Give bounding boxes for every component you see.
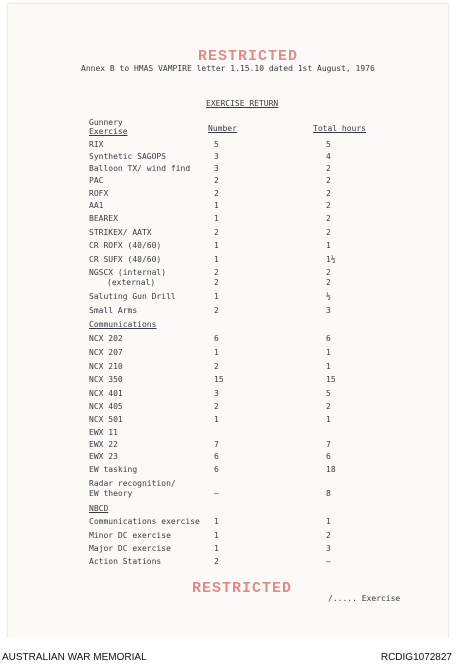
- exercise-label: NCX 210: [89, 362, 123, 371]
- exercise-label: RIX: [89, 140, 104, 149]
- table-row: [8, 228, 448, 240]
- exercise-label: EWX 23: [89, 452, 118, 461]
- table-row: [8, 241, 448, 253]
- exercise-label: Radar recognition/: [89, 479, 176, 488]
- exercise-label: NCX 350: [89, 375, 123, 384]
- exercise-number: 2: [214, 402, 219, 411]
- exercise-hours: 8: [326, 489, 331, 498]
- table-row: [8, 278, 448, 290]
- exercise-hours: 7: [326, 440, 331, 449]
- archive-footer: [0, 638, 458, 666]
- exercise-number: 1: [214, 415, 219, 424]
- exercise-number: 3: [214, 164, 219, 173]
- exercise-label: EWX 11: [89, 428, 118, 437]
- exercise-hours: 2: [326, 278, 331, 287]
- column-header-number: Number: [208, 124, 237, 133]
- archive-name: AUSTRALIAN WAR MEMORIAL: [2, 652, 147, 663]
- exercise-hours: 2: [326, 176, 331, 185]
- table-row: [8, 389, 448, 401]
- page-title: EXERCISE RETURN: [206, 99, 279, 108]
- exercise-hours: 2: [326, 201, 331, 210]
- exercise-hours: 3: [326, 306, 331, 315]
- exercise-hours: 15: [326, 375, 336, 384]
- exercise-hours: 5: [326, 140, 331, 149]
- exercise-number: 1: [214, 531, 219, 540]
- exercise-hours: 4: [326, 152, 331, 161]
- table-row: [8, 402, 448, 414]
- exercise-label: STRIKEX/ AATX: [89, 228, 152, 237]
- exercise-hours: 1: [326, 362, 331, 371]
- table-row: [8, 334, 448, 346]
- restricted-stamp-top: RESTRICTED: [198, 48, 299, 65]
- table-row: [8, 375, 448, 387]
- exercise-hours: 2: [326, 189, 331, 198]
- table-row: [8, 489, 448, 501]
- table-row: [8, 348, 448, 360]
- exercise-label: NCX 501: [89, 415, 123, 424]
- exercise-label: (external): [107, 278, 156, 287]
- exercise-hours: 1: [326, 517, 331, 526]
- exercise-number: 2: [214, 306, 219, 315]
- exercise-hours: 3: [326, 544, 331, 553]
- exercise-label: AA1: [89, 201, 104, 210]
- table-row: [8, 362, 448, 374]
- table-row: [8, 152, 448, 164]
- table-row: [8, 428, 448, 440]
- exercise-label: EW tasking: [89, 465, 138, 474]
- exercise-number: 6: [214, 452, 219, 461]
- table-row: [8, 306, 448, 318]
- exercise-hours: 2: [326, 214, 331, 223]
- exercise-label: NCX 202: [89, 334, 123, 343]
- table-row: [8, 292, 448, 304]
- exercise-number: 2: [214, 557, 219, 566]
- exercise-label: PAC: [89, 176, 104, 185]
- exercise-number: 2: [214, 176, 219, 185]
- exercise-label: Action Stations: [89, 557, 162, 566]
- table-row: [8, 176, 448, 188]
- table-row: [8, 214, 448, 226]
- exercise-label: CR ROFX (40/60): [89, 241, 162, 250]
- continuation-note: /..... Exercise: [328, 594, 401, 603]
- exercise-number: 5: [214, 140, 219, 149]
- exercise-number: 1: [214, 201, 219, 210]
- exercise-label: NCX 207: [89, 348, 123, 357]
- exercise-number: 2: [214, 268, 219, 277]
- table-row: [8, 164, 448, 176]
- exercise-label: EWX 22: [89, 440, 118, 449]
- column-header-gunnery: Gunnery: [89, 118, 123, 127]
- exercise-number: 15: [214, 375, 224, 384]
- table-row: [8, 517, 448, 529]
- exercise-number: 1: [214, 517, 219, 526]
- exercise-hours: 1: [326, 348, 331, 357]
- exercise-hours: 5: [326, 389, 331, 398]
- exercise-label: NCX 401: [89, 389, 123, 398]
- exercise-label: Small Arms: [89, 306, 138, 315]
- exercise-label: NGSCX (internal): [89, 268, 167, 277]
- exercise-hours: 2: [326, 531, 331, 540]
- exercise-label: EW theory: [89, 489, 133, 498]
- exercise-number: 1: [214, 544, 219, 553]
- exercise-hours: 6: [326, 334, 331, 343]
- exercise-hours: 18: [326, 465, 336, 474]
- table-row: [8, 320, 448, 332]
- table-row: [8, 452, 448, 464]
- exercise-label: NBCD: [89, 504, 109, 513]
- exercise-label: Minor DC exercise: [89, 531, 171, 540]
- exercise-number: 6: [214, 465, 219, 474]
- exercise-label: CR SUFX (40/60): [89, 255, 162, 264]
- exercise-hours: 1½: [326, 255, 336, 264]
- table-row: [8, 504, 448, 516]
- column-header-exercise: Exercise: [89, 127, 128, 136]
- exercise-hours: 2: [326, 228, 331, 237]
- table-row: [8, 531, 448, 543]
- column-header-total-hours: Total hours: [313, 124, 366, 133]
- exercise-hours: 2: [326, 164, 331, 173]
- exercise-hours: 2: [326, 402, 331, 411]
- archive-id: RCDIG1072827: [380, 652, 452, 663]
- exercise-label: Balloon TX/ wind find: [89, 164, 191, 173]
- exercise-number: 1: [214, 292, 219, 301]
- exercise-number: 2: [214, 189, 219, 198]
- exercise-number: 7: [214, 440, 219, 449]
- exercise-label: Communications exercise: [89, 517, 200, 526]
- exercise-label: Communications: [89, 320, 157, 329]
- table-row: [8, 189, 448, 201]
- exercise-label: ROFX: [89, 189, 109, 198]
- restricted-stamp-bottom: RESTRICTED: [192, 580, 293, 597]
- document-page: [8, 4, 448, 638]
- exercise-hours: ½: [326, 292, 331, 301]
- exercise-label: NCX 405: [89, 402, 123, 411]
- table-row: [8, 440, 448, 452]
- table-row: [8, 140, 448, 152]
- exercise-hours: 2: [326, 268, 331, 277]
- exercise-number: 2: [214, 228, 219, 237]
- exercise-hours: 1: [326, 241, 331, 250]
- exercise-hours: 1: [326, 415, 331, 424]
- exercise-label: BEAREX: [89, 214, 118, 223]
- table-row: [8, 557, 448, 569]
- exercise-number: 1: [214, 214, 219, 223]
- exercise-number: 1: [214, 241, 219, 250]
- table-row: [8, 544, 448, 556]
- table-row: [8, 201, 448, 213]
- exercise-number: 3: [214, 152, 219, 161]
- exercise-hours: –: [326, 557, 331, 566]
- exercise-number: 1: [214, 348, 219, 357]
- exercise-number: 2: [214, 278, 219, 287]
- table-row: [8, 415, 448, 427]
- exercise-number: 3: [214, 389, 219, 398]
- exercise-label: Synthetic SAGOPS: [89, 152, 167, 161]
- exercise-number: 2: [214, 362, 219, 371]
- exercise-number: –: [214, 489, 219, 498]
- exercise-number: 1: [214, 255, 219, 264]
- exercise-label: Saluting Gun Drill: [89, 292, 176, 301]
- table-row: [8, 255, 448, 267]
- exercise-number: 6: [214, 334, 219, 343]
- header-line: Annex B to HMAS VAMPIRE letter 1.15.10 dated 1st August, 1976: [81, 64, 375, 73]
- exercise-label: Major DC exercise: [89, 544, 171, 553]
- table-row: [8, 465, 448, 477]
- exercise-hours: 6: [326, 452, 331, 461]
